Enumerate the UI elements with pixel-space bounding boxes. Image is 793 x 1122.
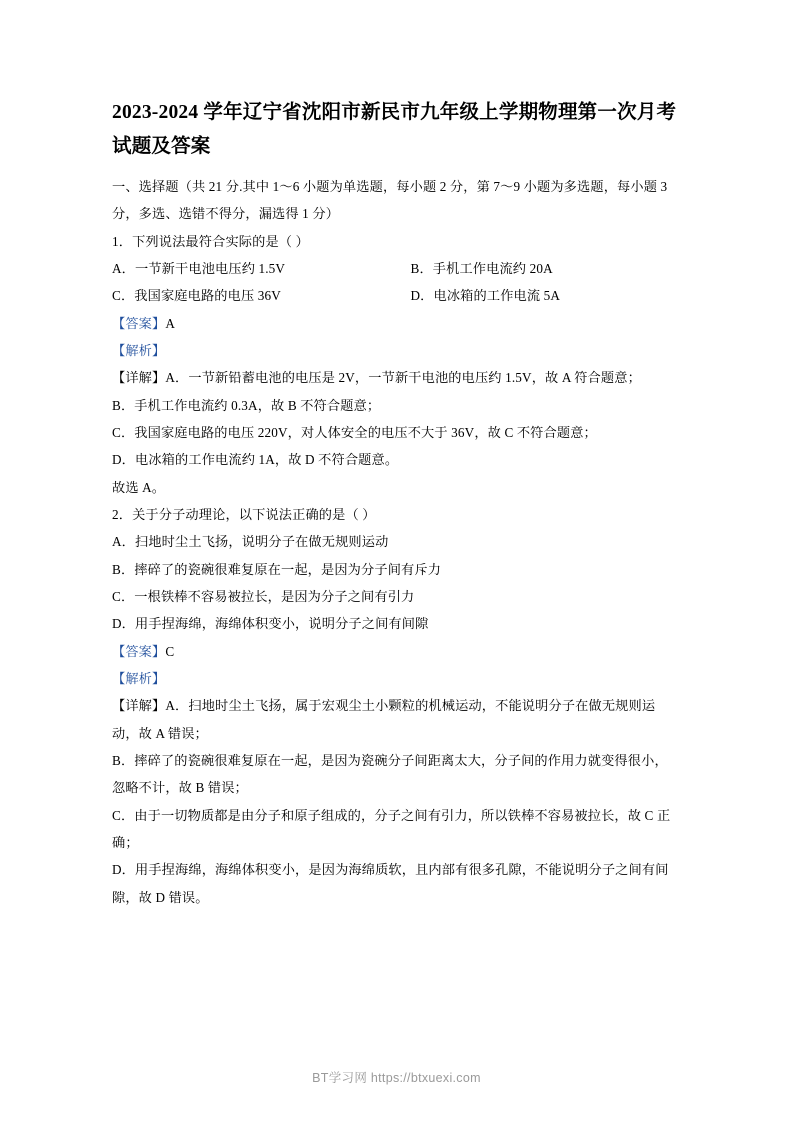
question-2-detail-2: B．摔碎了的瓷碗很难复原在一起，是因为瓷碗分子间距离太大，分子间的作用力就变得很小，忽略不计，故 B 错误； — [112, 752, 668, 796]
question-1-detail-1: 【详解】A．一节新铅蓄电池的电压是 2V，一节新干电池的电压约 1.5V，故 A 符合题意； — [112, 370, 641, 386]
question-2-detail-1: 【详解】A．扫地时尘土飞扬，属于宏观尘土小颗粒的机械运动，不能说明分子在做无规则运动，故 A 错误； — [112, 698, 656, 741]
question-2-option-c: C．一根铁棒不容易被拉长，是因为分子之间有引力 — [112, 588, 415, 604]
question-1-analysis-label: 【解析】 — [112, 343, 166, 359]
section-intro: 一、选择题（共 21 分.其中 1～6 小题为单选题，每小题 2 分，第 7～9 小题为多选题，每小题 3 分，多选、选错不得分，漏选得 1 分） — [112, 179, 668, 222]
question-1-detail-4: D．电冰箱的工作电流约 1A，故 D 不符合题意。 — [112, 452, 399, 468]
question-1-answer — [112, 310, 681, 337]
question-1-detail-5: 故选 A。 — [112, 479, 166, 495]
question-2-stem: 2．关于分子动理论，以下说法正确的是（ ） — [112, 507, 376, 522]
question-1-option-a: A．一节新干电池电压约 1.5V — [112, 261, 286, 277]
question-2-detail-4: D．用手捏海绵，海绵体积变小，是因为海绵质软，且内部有很多孔隙，不能说明分子之间有间隙，故 D 错误。 — [112, 862, 669, 905]
question-1-detail-3: C．我国家庭电路的电压 220V，对人体安全的电压不大于 36V，故 C 不符合题意； — [112, 425, 597, 441]
question-1-stem: 1．下列说法最符合实际的是（ ） — [112, 233, 309, 249]
answer-label: 【答案】 — [112, 315, 166, 331]
question-2-option-b: B．摔碎了的瓷碗很难复原在一起，是因为分子间有斥力 — [112, 561, 442, 577]
question-1-option-c: C．我国家庭电路的电压 36V — [112, 288, 281, 304]
answer-label: 【答案】 — [112, 643, 166, 659]
page-footer: BT学习网 https://btxuexi.com — [312, 1071, 481, 1085]
question-1-option-b: B．手机工作电流约 20A — [410, 261, 553, 277]
answer-value: C — [165, 643, 175, 659]
question-1-option-d: D．电冰箱的工作电流 5A — [410, 288, 561, 304]
question-2-detail-3: C．由于一切物质都是由分子和原子组成的，分子之间有引力，所以铁棒不容易被拉长，故 C 正确； — [112, 807, 671, 850]
question-2-option-d: D．用手捏海绵，海绵体积变小，说明分子之间有间隙 — [112, 616, 429, 632]
question-1-options-row-1 — [112, 255, 681, 282]
question-1-options-row-2 — [112, 282, 681, 309]
question-1-detail-2: B．手机工作电流约 0.3A，故 B 不符合题意； — [112, 397, 381, 413]
answer-value: A — [165, 315, 176, 331]
question-2-option-a: A．扫地时尘土飞扬，说明分子在做无规则运动 — [112, 534, 389, 550]
page-title: 2023-2024 学年辽宁省沈阳市新民市九年级上学期物理第一次月考试题及答案 — [112, 102, 677, 157]
question-2-analysis-label: 【解析】 — [112, 670, 166, 686]
question-2-answer — [112, 638, 681, 665]
